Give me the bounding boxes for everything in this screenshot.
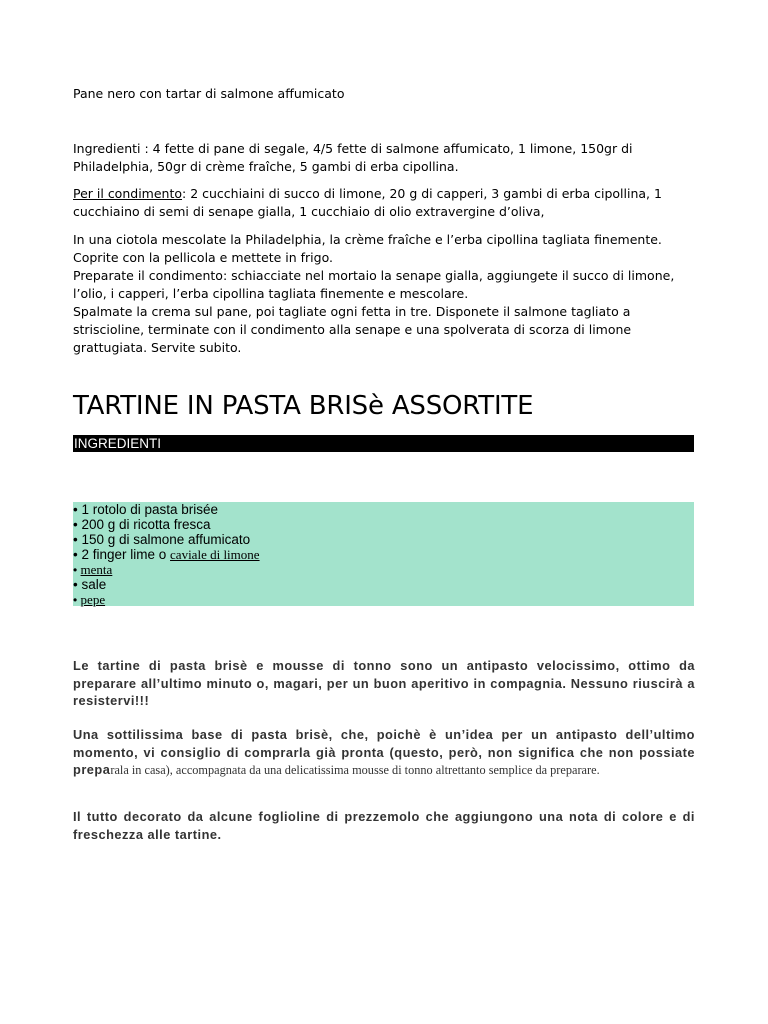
ingredients-paragraph: Ingredienti : 4 fette di pane di segale, 4/5 fette di salmone affumicato, 1 limone, 150gr di Philadelphia, 50gr di crème fraîche, 5 gambi di erba cipollina. <box>73 141 633 174</box>
ingredients-header-bar: INGREDIENTI <box>73 435 694 452</box>
step-1: In una ciotola mescolate la Philadelphia, la crème fraîche e l’erba cipollina tagliata finemente. Coprite con la pellicola e mettete in frigo. <box>73 232 662 265</box>
intro-paragraph: Le tartine di pasta brisè e mousse di tonno sono un antipasto velocissimo, ottimo da preparare all’ultimo minuto o, magari, per un buon aperitivo in compagnia. Nessuno riuscirà a resistervi!!! <box>73 658 695 708</box>
ingredients-list <box>73 502 694 606</box>
step-3: Spalmate la crema sul pane, poi tagliate ogni fetta in tre. Disponete il salmone tagliato a striscioline, terminate con il condimento alla senape e una spolverata di scorza di limone grattugiata. Servite subito. <box>73 304 632 355</box>
list-item: • menta <box>73 562 113 577</box>
menta-link[interactable]: menta <box>80 562 113 577</box>
description-paragraph: Una sottilissima base di pasta brisè, che, poichè è un’idea per un antipasto dell’ultimo momento, vi consiglio di comprarla già pronta (questo, però, non significa che non possiate preparala in casa), accompagnata da una delicatissima mousse di tonno altrettanto semplice da preparare. <box>73 727 695 777</box>
list-item: • 1 rotolo di pasta brisée <box>73 502 219 517</box>
instructions <box>73 231 695 357</box>
caviale-di-limone-link[interactable]: caviale di limone <box>170 547 260 562</box>
list-item: • 2 finger lime o caviale di limone <box>73 547 260 562</box>
step-2: Preparate il condimento: schiacciate nel mortaio la senape gialla, aggiungete il succo di limone, l’olio, i capperi, l’erba cipollina tagliata finemente e mescolare. <box>73 268 675 301</box>
condimento-text: : 2 cucchiaini di succo di limone, 20 g di capperi, 3 gambi di erba cipollina, 1 cucchiaino di semi di senape gialla, 1 cucchiaio di olio extravergine d’oliva, <box>73 186 662 219</box>
list-item: • 200 g di ricotta fresca <box>73 517 211 532</box>
section-heading: TARTINE IN PASTA BRISè ASSORTITE <box>73 391 534 421</box>
list-item: • sale <box>73 577 107 592</box>
decoration-paragraph: Il tutto decorato da alcune foglioline di prezzemolo che aggiungono una nota di colore e di freschezza alle tartine. <box>73 809 695 842</box>
condimento-paragraph <box>73 185 695 221</box>
list-item: • pepe <box>73 592 106 607</box>
pepe-link[interactable]: pepe <box>80 592 106 607</box>
recipe-title: Pane nero con tartar di salmone affumicato <box>73 86 345 101</box>
list-item: • 150 g di salmone affumicato <box>73 532 251 547</box>
condimento-label: Per il condimento <box>73 186 183 201</box>
